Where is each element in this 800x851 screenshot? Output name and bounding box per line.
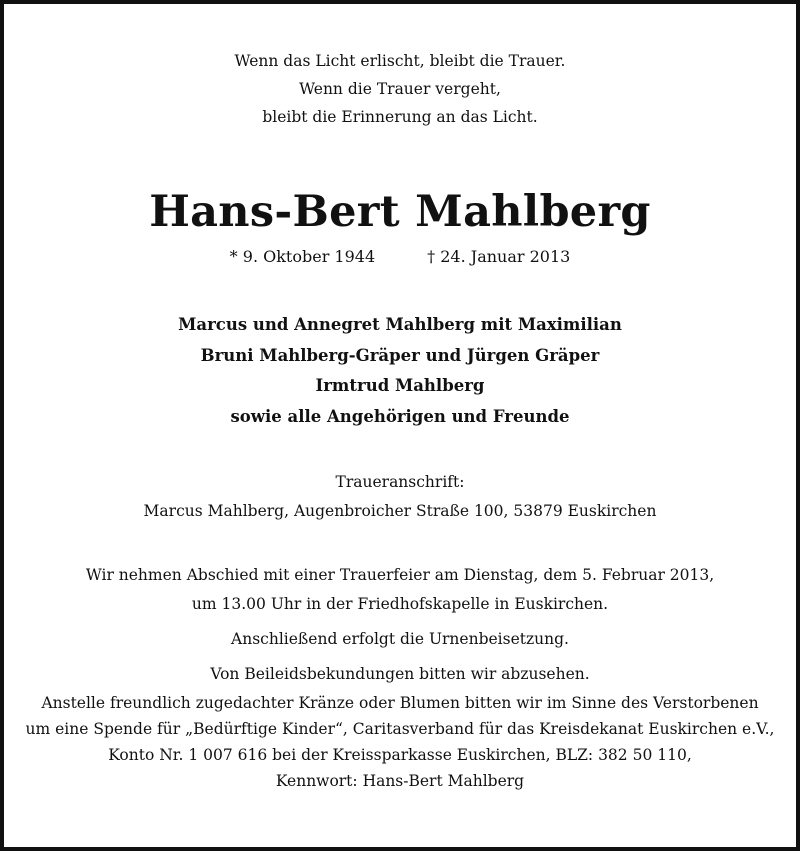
poem-line: Wenn das Licht erlischt, bleibt die Trauer. (234, 52, 566, 70)
donation-info (4, 690, 796, 794)
mourner-line: sowie alle Angehörigen und Freunde (230, 406, 570, 426)
mourner-line: Bruni Mahlberg-Gräper und Jürgen Gräper (200, 345, 600, 365)
poem (4, 47, 796, 131)
mourner-line: Marcus und Annegret Mahlberg mit Maximilian (178, 315, 622, 334)
deceased-name: Hans-Bert Mahlberg (149, 187, 651, 237)
ceremony-info (4, 561, 796, 689)
mourners-list (4, 310, 796, 432)
address-label: Traueranschrift: (335, 473, 465, 491)
mourner-line: Irmtrud Mahlberg (315, 376, 485, 395)
donation-line: Kennwort: Hans-Bert Mahlberg (275, 772, 525, 790)
poem-line: bleibt die Erinnerung an das Licht. (262, 108, 538, 126)
death-date: † 24. Januar 2013 (427, 247, 571, 266)
poem-line: Wenn die Trauer vergeht, (299, 80, 501, 98)
ceremony-line: Von Beileidsbekundungen bitten wir abzusehen. (210, 665, 590, 683)
donation-line: um eine Spende für „Bedürftige Kinder“, Caritasverband für das Kreisdekanat Euskirchen e.V., (25, 720, 775, 738)
ceremony-line: Wir nehmen Abschied mit einer Trauerfeier am Dienstag, dem 5. Februar 2013, (85, 566, 715, 584)
life-dates (4, 246, 796, 268)
mourning-address (4, 468, 796, 526)
address-value: Marcus Mahlberg, Augenbroicher Straße 100, 53879 Euskirchen (143, 502, 657, 520)
birth-date: * 9. Oktober 1944 (229, 247, 376, 266)
ceremony-line: Anschließend erfolgt die Urnenbeisetzung. (231, 630, 569, 648)
ceremony-line: um 13.00 Uhr in der Friedhofskapelle in Euskirchen. (191, 595, 609, 613)
donation-line: Konto Nr. 1 007 616 bei der Kreissparkasse Euskirchen, BLZ: 382 50 110, (108, 746, 692, 764)
donation-line: Anstelle freundlich zugedachter Kränze oder Blumen bitten wir im Sinne des Verstorbenen (41, 694, 759, 712)
